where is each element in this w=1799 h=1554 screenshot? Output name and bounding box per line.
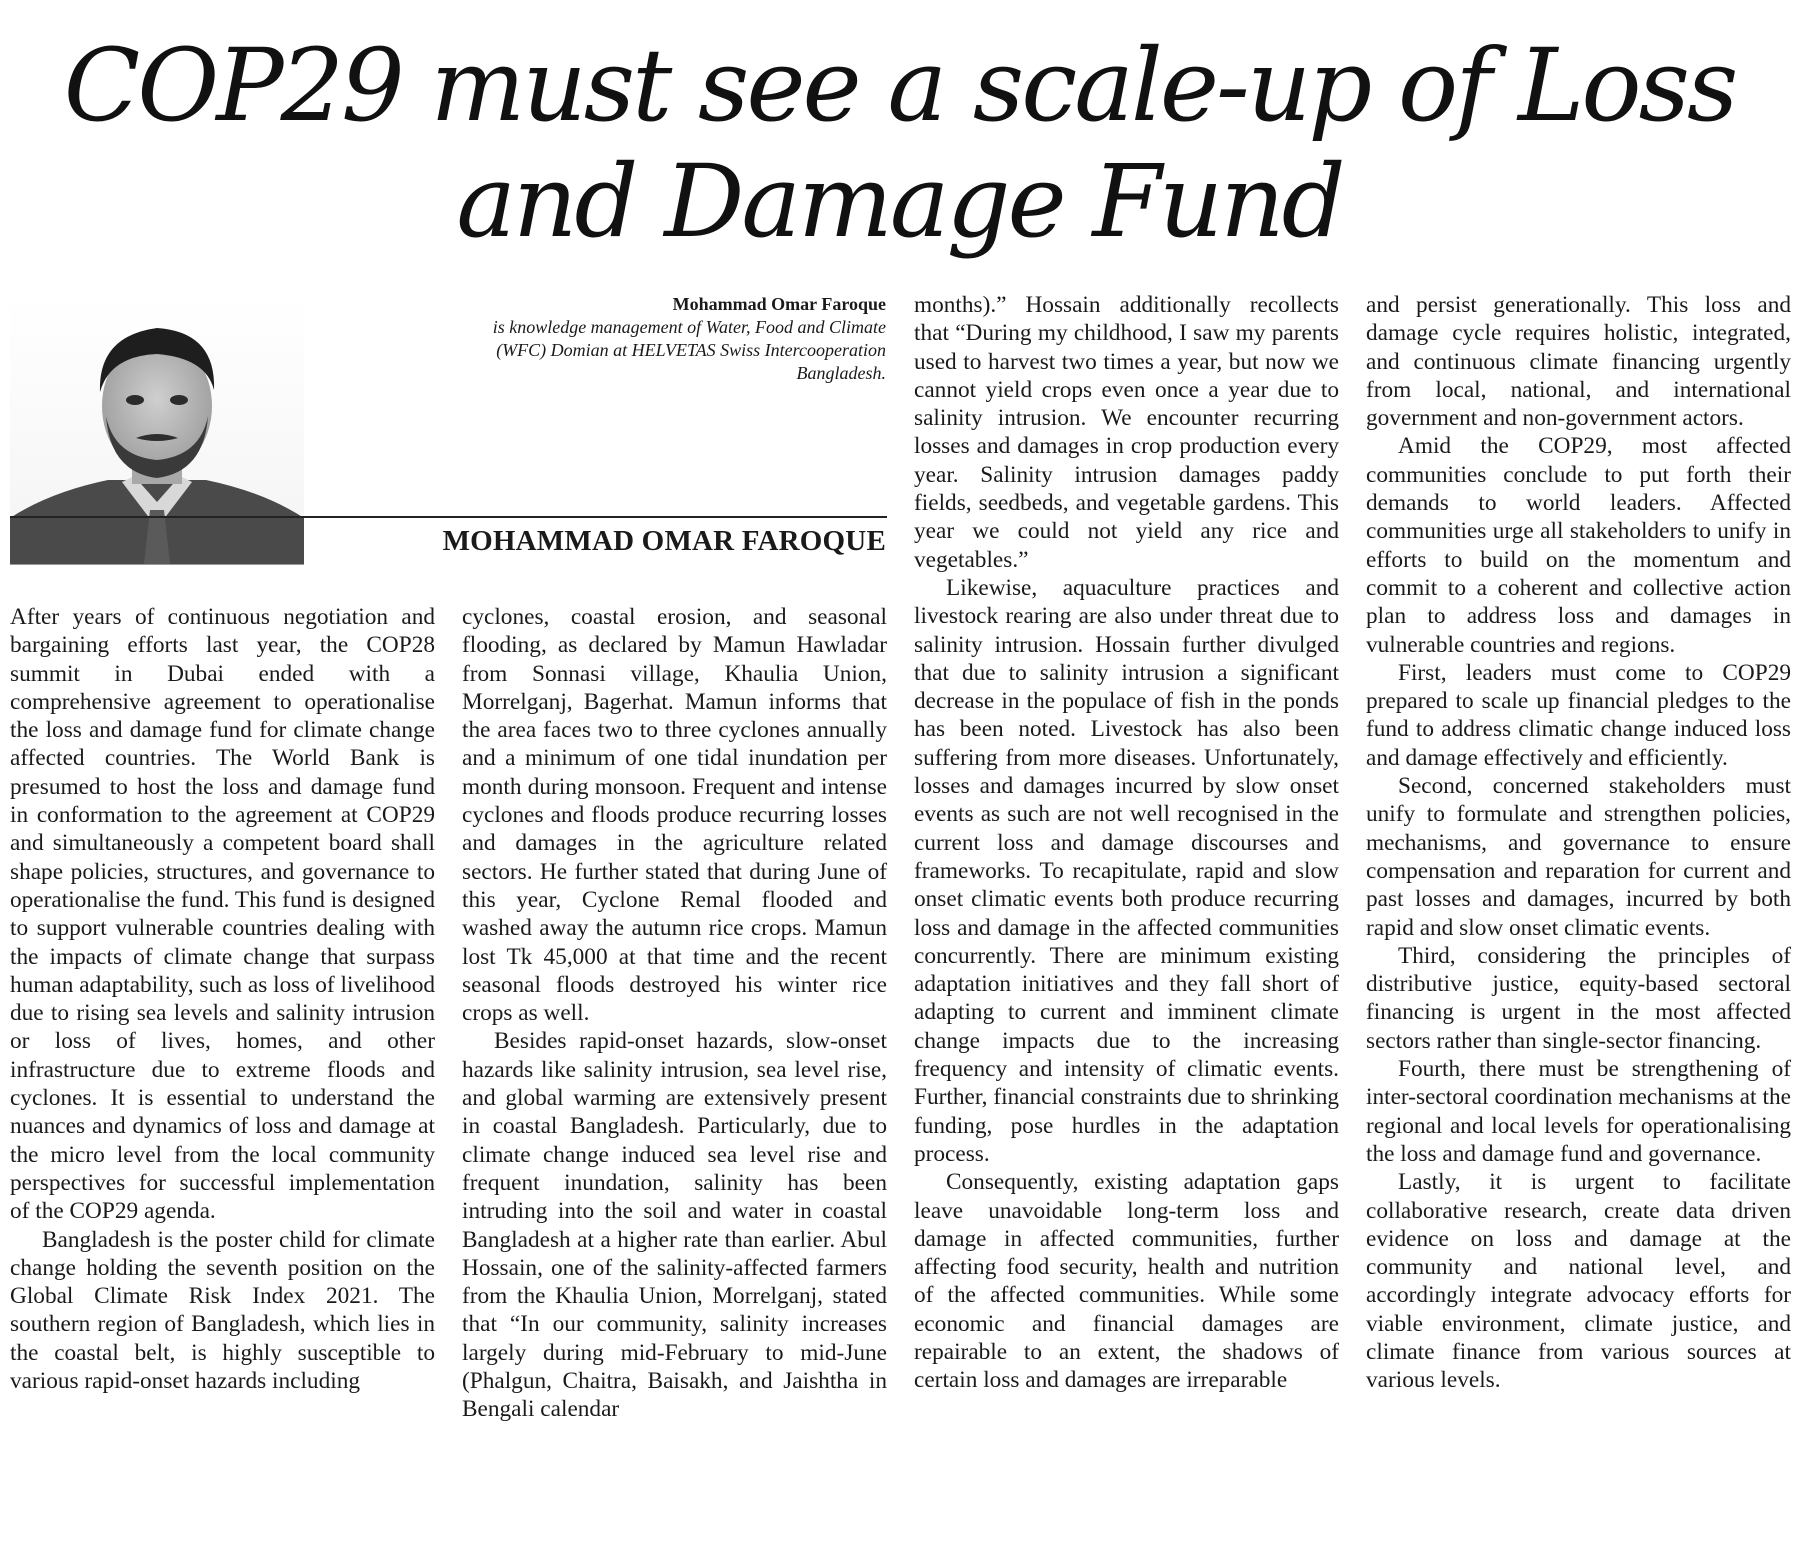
article-column-3 bbox=[914, 291, 1339, 1395]
author-bio: is knowledge management of Water, Food and Climate (WFC) Domian at HELVETAS Swiss Intercooperation Bangladesh. bbox=[492, 317, 886, 383]
byline: MOHAMMAD OMAR FAROQUE bbox=[442, 525, 886, 557]
paragraph: Consequently, existing adaptation gaps leave unavoidable long-term loss and damage in affected communities, further affecting food security, health and nutrition of the affected communities. While some economic and financial damages are repairable to an extent, the shadows of certain loss and damages are irreparable bbox=[914, 1169, 1339, 1394]
paragraph: cyclones, coastal erosion, and seasonal flooding, as declared by Mamun Hawladar from Sonnasi village, Khaulia Union, Morrelganj, Bagerhat. Mamun informs that the area faces two to three cyclones annually and a minimum of one tidal inundation per month during monsoon. Frequent and intense cyclones and floods produce recurring losses and damages in the agriculture related sectors. He further stated that during June of this year, Cyclone Remal flooded and washed away the autumn rice crops. Mamun lost Tk 45,000 at that time and the recent seasonal floods destroyed his winter rice crops as well. bbox=[462, 604, 887, 1027]
paragraph: Lastly, it is urgent to facilitate collaborative research, create data driven evidence on loss and damage at the community and national level, and accordingly integrate advocacy efforts for viable environment, climate justice, and climate finance from various sources at various levels. bbox=[1366, 1169, 1791, 1394]
paragraph: Fourth, there must be strengthening of inter-sectoral coordination mechanisms at the regional and local levels for operationalising the loss and damage fund and governance. bbox=[1366, 1056, 1791, 1167]
photo-divider bbox=[10, 564, 304, 565]
author-name: Mohammad Omar Faroque bbox=[672, 294, 886, 314]
paragraph: months).” Hossain additionally recollects that “During my childhood, I saw my parents used to harvest two times a year, but now we cannot yield crops even once a year due to salinity intrusion. We encounter recurring losses and damages in crop production every year. Salinity intrusion damages paddy fields, seedbeds, and vegetable gardens. This year we could not yield any rice and vegetables.” bbox=[914, 292, 1339, 573]
paragraph: Likewise, aquaculture practices and livestock rearing are also under threat due to salinity intrusion. Hossain further divulged that due to salinity intrusion a significant decrease in the populace of fish in the ponds has been noted. Livestock has also been suffering from more diseases. Unfortunately, losses and damages incurred by slow onset events as such are not well recognised in the current loss and damage discourses and frameworks. To recapitulate, rapid and slow onset climatic events both produce recurring loss and damage in the affected communities concurrently. There are minimum existing adaptation initiatives and they fall short of adapting to current and imminent climate change impacts due to the increasing frequency and intensity of climatic events. Further, financial constraints due to shrinking funding, pose hurdles in the adaptation process. bbox=[914, 574, 1339, 1167]
paragraph: Amid the COP29, most affected communities conclude to put forth their demands to world leaders. Affected communities urge all stakeholders to unify in efforts to build on the momentum and commit to a coherent and collective action plan to address loss and damages in vulnerable countries and regions. bbox=[1366, 433, 1791, 658]
left-eye bbox=[126, 395, 144, 405]
paragraph: Bangladesh is the poster child for climate change holding the seventh position on the Global Climate Risk Index 2021. The southern region of Bangladesh, which lies in the coastal belt, is highly susceptible to various rapid-onset hazards including bbox=[10, 1226, 435, 1395]
article-column-4 bbox=[1366, 291, 1791, 1395]
article-column-1 bbox=[10, 603, 435, 1395]
paragraph: Besides rapid-onset hazards, slow-onset hazards like salinity intrusion, sea level rise, and global warming are extensively present in coastal Bangladesh. Particularly, due to climate change induced sea level rise and frequent inundation, salinity has been intruding into the soil and water in coastal Bangladesh at a higher rate than earlier. Abul Hossain, one of the salinity-affected farmers from the Khaulia Union, Morrelganj, stated that “In our community, salinity increases largely during mid-February to mid-June (Phalgun, Chaitra, Baisakh, and Jaishtha in Bengali calendar bbox=[462, 1028, 887, 1423]
paragraph: First, leaders must come to COP29 prepared to scale up financial pledges to the fund to address climatic change induced loss and damage effectively and efficiently. bbox=[1366, 659, 1791, 771]
right-eye bbox=[170, 395, 188, 405]
headline: COP29 must see a scale-up of Loss and Damage Fund bbox=[63, 27, 1736, 260]
article-column-2 bbox=[462, 603, 887, 1424]
author-photo bbox=[10, 296, 304, 564]
paragraph: Third, considering the principles of distributive justice, equity-based sectoral financing is urgent in the most affected sectors rather than single-sector financing. bbox=[1366, 942, 1791, 1054]
paragraph: After years of continuous negotiation and bargaining efforts last year, the COP28 summit in Dubai ended with a comprehensive agreement to operationalise the loss and damage fund for climate change affected countries. The World Bank is presumed to host the loss and damage fund in conformation to the agreement at COP29 and simultaneously a competent board shall shape policies, structures, and governance to operationalise the fund. This fund is designed to support vulnerable countries dealing with the impacts of climate change that surpass human adaptability, such as loss of livelihood due to rising sea levels and salinity intrusion or loss of lives, homes, and other infrastructure due to extreme floods and cyclones. It is essential to understand the nuances and dynamics of loss and damage at the micro level from the local community perspectives for successful implementation of the COP29 agenda. bbox=[10, 604, 435, 1225]
paragraph: Second, concerned stakeholders must unify to formulate and strengthen policies, mechanisms, and governance to ensure compensation and reparation for current and past losses and damages, incurred by both rapid and slow onset climatic events. bbox=[1366, 773, 1791, 941]
paragraph: and persist generationally. This loss and damage cycle requires holistic, integrated, and continuous climate financing urgently from local, national, and international government and non-government actors. bbox=[1366, 292, 1791, 432]
byline-divider bbox=[10, 516, 887, 518]
